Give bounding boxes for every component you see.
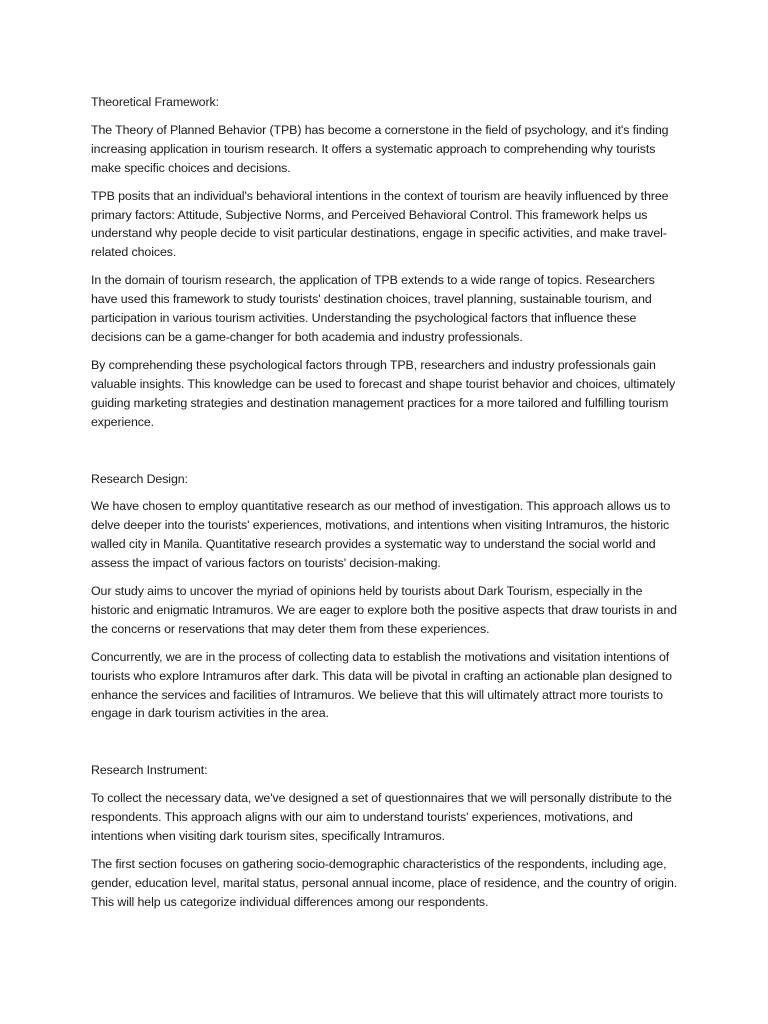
- section-research-instrument: [91, 761, 683, 911]
- section-heading: Research Instrument:: [91, 763, 208, 778]
- section-research-design: [91, 470, 683, 724]
- document-page: [91, 93, 683, 921]
- paragraph: To collect the necessary data, we've designed a set of questionnaires that we will personally distribute to the respondents. This approach aligns with our aim to understand tourists' experiences, motivations, and intentions when visiting dark tourism sites, specifically Intramuros.: [91, 791, 672, 844]
- section-heading: Research Design:: [91, 471, 188, 486]
- paragraph: Concurrently, we are in the process of collecting data to establish the motivations and visitation intentions of tourists who explore Intramuros after dark. This data will be pivotal in crafting an actionable plan designed to enhance the services and facilities of Intramuros. We believe that this will ultimately attract more tourists to engage in dark tourism activities in the area.: [91, 649, 672, 721]
- paragraph: By comprehending these psychological factors through TPB, researchers and industry professionals gain valuable insights. This knowledge can be used to forecast and shape tourist behavior and choices, ultimately guiding marketing strategies and destination management practices for a more tailored and fulfilling tourism experience.: [91, 357, 676, 429]
- section-spacer: [91, 441, 683, 470]
- paragraph: In the domain of tourism research, the application of TPB extends to a wide range of topics. Researchers have used this framework to study tourists' destination choices, travel planning, sustainable tourism, and participation in various tourism activities. Understanding the psychological factors that influence these decisions can be a game-changer for both academia and industry professionals.: [91, 273, 655, 344]
- paragraph: Our study aims to uncover the myriad of opinions held by tourists about Dark Tourism, especially in the historic and enigmatic Intramuros. We are eager to explore both the positive aspects that draw tourists in and the concerns or reservations that may deter them from these experiences.: [91, 584, 677, 636]
- paragraph: The first section focuses on gathering socio-demographic characteristics of the respondents, including age, gender, education level, marital status, personal annual income, place of residence, and the country of origin. This will help us categorize individual differences among our respondents.: [91, 857, 678, 909]
- section-spacer: [91, 732, 683, 761]
- section-heading: Theoretical Framework:: [91, 95, 219, 109]
- paragraph: The Theory of Planned Behavior (TPB) has become a cornerstone in the field of psychology, and it's finding increasing application in tourism research. It offers a systematic approach to comprehending why tourists make specific choices and decisions.: [91, 122, 669, 175]
- paragraph: TPB posits that an individual's behavioral intentions in the context of tourism are heavily influenced by three primary factors: Attitude, Subjective Norms, and Perceived Behavioral Control. This framework helps us understand why people decide to visit particular destinations, engage in specific activities, and make travel-related choices.: [91, 188, 669, 260]
- paragraph: We have chosen to employ quantitative research as our method of investigation. This approach allows us to delve deeper into the tourists' experiences, motivations, and intentions when visiting Intramuros, the historic walled city in Manila. Quantitative research provides a systematic way to understand the social world and assess the impact of various factors on tourists' decision-making.: [91, 499, 671, 571]
- section-theoretical-framework: [91, 93, 683, 432]
